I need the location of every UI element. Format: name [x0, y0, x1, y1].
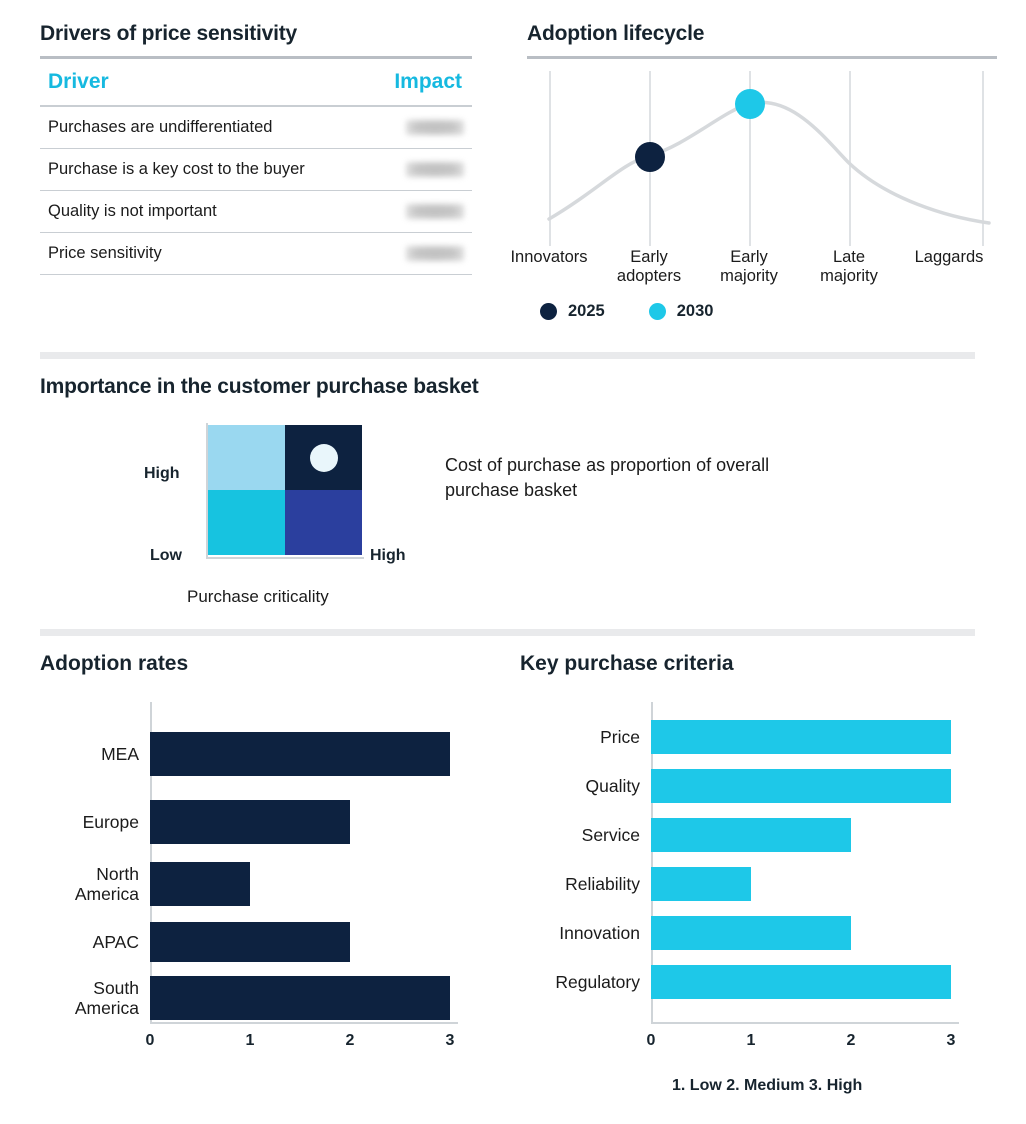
x-axis-line: [150, 1022, 458, 1024]
bar-row-innovation: [520, 916, 960, 950]
table-row: [40, 191, 472, 233]
panel-key-purchase-criteria: [520, 652, 990, 1102]
bar-label: Regulatory: [555, 972, 640, 992]
drivers-title: Drivers of price sensitivity: [40, 22, 298, 45]
lifecycle-title: Adoption lifecycle: [527, 22, 705, 45]
matrix-x-axis-title: Purchase criticality: [187, 587, 329, 606]
x-axis-line: [651, 1022, 959, 1024]
xtick-early-adopters: Early adopters: [616, 248, 682, 285]
marker-2030: [735, 89, 765, 119]
matrix-cell-bottom-left: [208, 490, 285, 555]
matrix-cell-top-right: [285, 425, 362, 490]
legend-label: 2025: [568, 302, 605, 320]
column-header-driver: Driver: [40, 59, 368, 106]
lifecycle-top-rule: [527, 56, 997, 59]
bar-track: [651, 818, 960, 852]
section-divider: [40, 352, 975, 359]
bar-label: Innovation: [559, 923, 640, 943]
lifecycle-plot: [527, 71, 997, 246]
driver-cell: Quality is not important: [40, 191, 368, 233]
xtick-early-majority: Early majority: [720, 248, 778, 285]
table-row: [40, 233, 472, 275]
table-row: [40, 106, 472, 149]
bar-track: [651, 916, 960, 950]
bar-track: [150, 800, 460, 844]
panel-adoption-rates: [40, 652, 470, 1062]
bar-fill: [651, 916, 851, 950]
lifecycle-x-axis: [510, 248, 997, 300]
bar-track: [150, 922, 460, 962]
bar-row-north-america: [40, 862, 460, 906]
xtick-0: 0: [646, 1032, 656, 1049]
driver-cell: Purchase is a key cost to the buyer: [40, 149, 368, 191]
matrix-wrap: [40, 425, 975, 640]
impact-cell: [368, 149, 472, 191]
xtick-3: 3: [946, 1032, 956, 1049]
bar-fill: [651, 720, 951, 754]
bar-row-quality: [520, 769, 960, 803]
column-header-impact: Impact: [368, 59, 472, 106]
bar-track: [651, 769, 960, 803]
legend-item-2030: [649, 302, 714, 321]
xtick-0: 0: [145, 1032, 155, 1049]
xtick-innovators: Innovators: [510, 248, 588, 266]
bar-row-price: [520, 720, 960, 754]
criteria-chart: [520, 702, 990, 1102]
redacted-value: [406, 204, 464, 219]
bar-label: Service: [581, 825, 640, 845]
bar-fill: [651, 965, 951, 999]
bar-row-europe: [40, 800, 460, 844]
bar-track: [150, 732, 460, 776]
xtick-2: 2: [345, 1032, 355, 1049]
bar-row-service: [520, 818, 960, 852]
xtick-late-majority: Late majority: [820, 248, 878, 285]
bar-fill: [150, 976, 450, 1020]
legend-label: 2030: [676, 302, 714, 320]
bar-label: Quality: [585, 776, 640, 796]
panel-adoption-lifecycle: [510, 22, 997, 321]
driver-cell: Purchases are undifferentiated: [40, 106, 368, 149]
matrix-title: Importance in the customer purchase basket: [40, 375, 479, 398]
redacted-value: [406, 246, 464, 261]
matrix-bubble-marker: [310, 444, 338, 472]
bar-label: Price: [600, 727, 640, 747]
bar-label: Europe: [82, 812, 139, 832]
bar-track: [150, 976, 460, 1020]
matrix-cell-bottom-right: [285, 490, 362, 555]
xtick-1: 1: [746, 1032, 756, 1049]
matrix-x-high-label: High: [370, 547, 406, 564]
bar-label: MEA: [101, 744, 139, 764]
legend-swatch-icon: [540, 303, 557, 320]
driver-cell: Price sensitivity: [40, 233, 368, 275]
bar-fill: [651, 867, 751, 901]
matrix-cell-top-left: [208, 425, 285, 490]
legend-swatch-icon: [649, 303, 666, 320]
xtick-2: 2: [846, 1032, 856, 1049]
bar-row-south-america: [40, 976, 460, 1020]
criteria-title: Key purchase criteria: [520, 652, 734, 675]
xtick-1: 1: [245, 1032, 255, 1049]
bar-fill: [651, 818, 851, 852]
drivers-table: [40, 59, 472, 275]
bar-row-apac: [40, 922, 460, 962]
bar-fill: [651, 769, 951, 803]
impact-cell: [368, 106, 472, 149]
table-header-row: [40, 59, 472, 106]
matrix-annotation: Cost of purchase as proportion of overall purchase basket: [445, 455, 770, 500]
bar-track: [651, 867, 960, 901]
redacted-value: [406, 120, 464, 135]
impact-cell: [368, 233, 472, 275]
matrix-y-low-label: Low: [150, 547, 182, 564]
bar-label: APAC: [92, 932, 139, 952]
bar-row-regulatory: [520, 965, 960, 999]
redacted-value: [406, 162, 464, 177]
bar-row-reliability: [520, 867, 960, 901]
table-row: [40, 149, 472, 191]
xtick-laggards: Laggards: [914, 248, 984, 266]
bar-track: [651, 965, 960, 999]
bar-fill: [150, 922, 350, 962]
matrix-y-high-label: High: [144, 465, 180, 482]
bar-track: [651, 720, 960, 754]
bar-fill: [150, 732, 450, 776]
adoption-rates-chart: [40, 702, 470, 1062]
lifecycle-legend: [527, 302, 997, 321]
bar-row-mea: [40, 732, 460, 776]
bar-fill: [150, 862, 250, 906]
section-divider: [40, 629, 975, 636]
matrix-grid: [208, 425, 362, 555]
bar-fill: [150, 800, 350, 844]
marker-2025: [635, 142, 665, 172]
bar-label: South America: [74, 978, 139, 1018]
impact-cell: [368, 191, 472, 233]
panel-drivers-of-price-sensitivity: [40, 22, 472, 275]
bar-label: North America: [74, 864, 139, 904]
panel-purchase-basket-matrix: [40, 375, 975, 640]
bar-label: Reliability: [565, 874, 640, 894]
bar-track: [150, 862, 460, 906]
matrix-x-axis: [206, 557, 364, 559]
scale-legend: 1. Low 2. Medium 3. High: [672, 1077, 863, 1094]
legend-item-2025: [540, 302, 605, 321]
adoption-rates-title: Adoption rates: [40, 652, 189, 675]
xtick-3: 3: [445, 1032, 455, 1049]
